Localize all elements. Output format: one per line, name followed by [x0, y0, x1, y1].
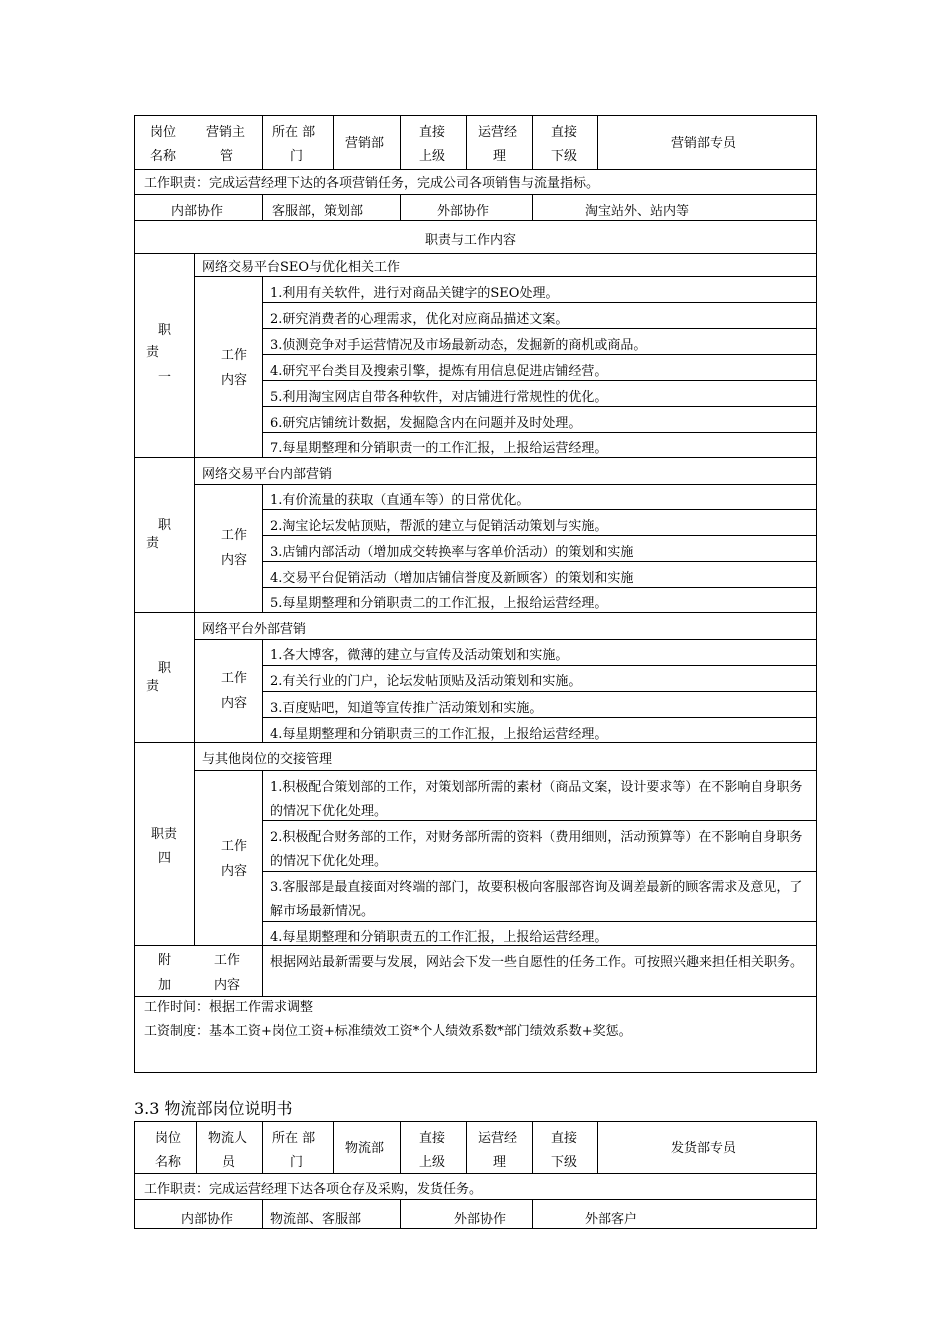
duty3-work-label-2: 内容 — [221, 696, 248, 711]
duty4-item: 4.每星期整理和分销职责五的工作汇报，上报给运营经理。 — [270, 930, 608, 945]
dept-label-2: 门 — [290, 1155, 304, 1170]
duty2-item: 5.每星期整理和分销职责二的工作汇报，上报给运营经理。 — [270, 596, 608, 611]
addendum-label-2: 加 — [158, 978, 172, 993]
duty2-item: 3.店铺内部活动（增加成交转换率与客单价活动）的策划和实施 — [270, 545, 634, 560]
superior-value-2: 理 — [493, 1155, 507, 1170]
superior-label-2: 上级 — [419, 1155, 446, 1170]
superior-value: 运营经 — [478, 125, 518, 140]
duty1-item: 7.每星期整理和分销职责一的工作汇报，上报给运营经理。 — [270, 441, 608, 456]
external-coop-label: 外部协作 — [454, 1212, 507, 1227]
subordinate-value: 发货部专员 — [671, 1141, 737, 1156]
internal-coop-label: 内部协作 — [181, 1212, 234, 1227]
duty1-label-2: 责 — [146, 345, 160, 360]
duty1-item: 2.研究消费者的心理需求，优化对应商品描述文案。 — [270, 312, 569, 327]
duty3-work-label: 工作 — [221, 671, 248, 686]
external-coop-value: 淘宝站外、站内等 — [585, 204, 690, 219]
duty3-item: 2.有关行业的门户，论坛发帖顶贴及活动策划和实施。 — [270, 674, 582, 689]
superior-value-2: 理 — [493, 149, 507, 164]
post-value-2: 员 — [222, 1155, 236, 1170]
duty1-item: 4.研究平台类目及搜索引擎，提炼有用信息促进店铺经营。 — [270, 364, 608, 379]
addendum-work-label: 工作 — [214, 953, 241, 968]
dept-label-2: 门 — [290, 149, 304, 164]
section-title: 职责与工作内容 — [425, 233, 517, 248]
duty3-item: 1.各大博客，微薄的建立与宣传及活动策划和实施。 — [270, 648, 569, 663]
post-label: 岗位 — [150, 125, 177, 140]
duty4-item: 3.客服部是最直接面对终端的部门，故要积极向客服部咨询及调差最新的顾客需求及意见，了解市场最新情况。 — [270, 880, 803, 919]
duty2-item: 4.交易平台促销活动（增加店铺信誉度及新顾客）的策划和实施 — [270, 571, 634, 586]
superior-label: 直接 — [419, 1131, 446, 1146]
dept-value: 物流部 — [345, 1141, 385, 1156]
duty4-work-label-2: 内容 — [221, 864, 248, 879]
post-value: 物流人 — [208, 1131, 248, 1146]
post-label-2: 名称 — [150, 149, 177, 164]
subordinate-label-2: 下级 — [551, 149, 578, 164]
salary-system: 工资制度：基本工资+岗位工资+标准绩效工资*个人绩效系数*部门绩效系数+奖惩。 — [144, 1024, 632, 1039]
internal-coop-value: 物流部、客服部 — [270, 1212, 362, 1227]
duty1-work-label: 工作 — [221, 348, 248, 363]
duty1-item: 1.利用有关软件，进行对商品关键字的SEO处理。 — [270, 286, 559, 301]
duty2-label: 职 — [158, 518, 172, 533]
internal-coop-value: 客服部，策划部 — [272, 204, 364, 219]
duty4-label: 职责 — [151, 827, 178, 842]
duty1-title: 网络交易平台SEO与优化相关工作 — [202, 260, 401, 275]
duty2-item: 1.有价流量的获取（直通车等）的日常优化。 — [270, 493, 530, 508]
external-coop-label: 外部协作 — [437, 204, 490, 219]
subordinate-label-2: 下级 — [551, 1155, 578, 1170]
superior-label: 直接 — [419, 125, 446, 140]
duty2-label-2: 责 — [146, 536, 160, 551]
duty3-label-2: 责 — [146, 679, 160, 694]
duty2-work-label-2: 内容 — [221, 553, 248, 568]
duty2-work-label: 工作 — [221, 528, 248, 543]
duty4-item: 1.积极配合策划部的工作，对策划部所需的素材（商品文案，设计要求等）在不影响自身职务的情况下优化处理。 — [270, 780, 803, 819]
superior-value: 运营经 — [478, 1131, 518, 1146]
addendum-label: 附 — [158, 953, 172, 968]
section-heading: 3.3 物流部岗位说明书 — [134, 1099, 293, 1118]
post-label: 岗位 — [155, 1131, 182, 1146]
duty1-label-3: 一 — [158, 370, 172, 385]
subordinate-label: 直接 — [551, 1131, 578, 1146]
addendum-text: 根据网站最新需要与发展，网站会下发一些自愿性的任务工作。可按照兴趣来担任相关职务。 — [270, 955, 804, 970]
duty3-item: 3.百度贴吧，知道等宣传推广活动策划和实施。 — [270, 701, 543, 716]
duty-summary: 工作职责：完成运营经理下达各项仓存及采购，发货任务。 — [144, 1182, 483, 1197]
dept-label: 所在 部 — [272, 125, 316, 140]
duty4-item: 2.积极配合财务部的工作，对财务部所需的资料（费用细则，活动预算等）在不影响自身职务的情况下优化处理。 — [270, 830, 803, 869]
subordinate-value: 营销部专员 — [671, 136, 737, 151]
duty3-label: 职 — [158, 661, 172, 676]
dept-value: 营销部 — [345, 136, 385, 151]
duty1-item: 3.侦测竞争对手运营情况及市场最新动态，发掘新的商机或商品。 — [270, 338, 647, 353]
duty1-item: 6.研究店铺统计数据，发掘隐含内在问题并及时处理。 — [270, 416, 582, 431]
subordinate-label: 直接 — [551, 125, 578, 140]
duty4-title: 与其他岗位的交接管理 — [202, 752, 333, 767]
post-value-2: 管 — [220, 149, 234, 164]
duty2-title: 网络交易平台内部营销 — [202, 467, 333, 482]
duty1-work-label-2: 内容 — [221, 373, 248, 388]
duty4-label-2: 四 — [158, 851, 172, 866]
duty-summary: 工作职责：完成运营经理下达的各项营销任务，完成公司各项销售与流量指标。 — [144, 176, 600, 191]
duty3-item: 4.每星期整理和分销职责三的工作汇报，上报给运营经理。 — [270, 727, 608, 742]
duty4-work-label: 工作 — [221, 839, 248, 854]
dept-label: 所在 部 — [272, 1131, 316, 1146]
superior-label-2: 上级 — [419, 149, 446, 164]
addendum-work-label-2: 内容 — [214, 978, 241, 993]
duty1-item: 5.利用淘宝网店自带各种软件，对店铺进行常规性的优化。 — [270, 390, 608, 405]
work-time: 工作时间：根据工作需求调整 — [144, 1000, 314, 1015]
duty1-label: 职 — [158, 323, 172, 338]
duty3-title: 网络平台外部营销 — [202, 622, 307, 637]
internal-coop-label: 内部协作 — [171, 204, 224, 219]
external-coop-value: 外部客户 — [585, 1212, 638, 1227]
post-label-2: 名称 — [155, 1155, 182, 1170]
duty2-item: 2.淘宝论坛发帖顶贴，帮派的建立与促销活动策划与实施。 — [270, 519, 608, 534]
post-value: 营销主 — [206, 125, 246, 140]
